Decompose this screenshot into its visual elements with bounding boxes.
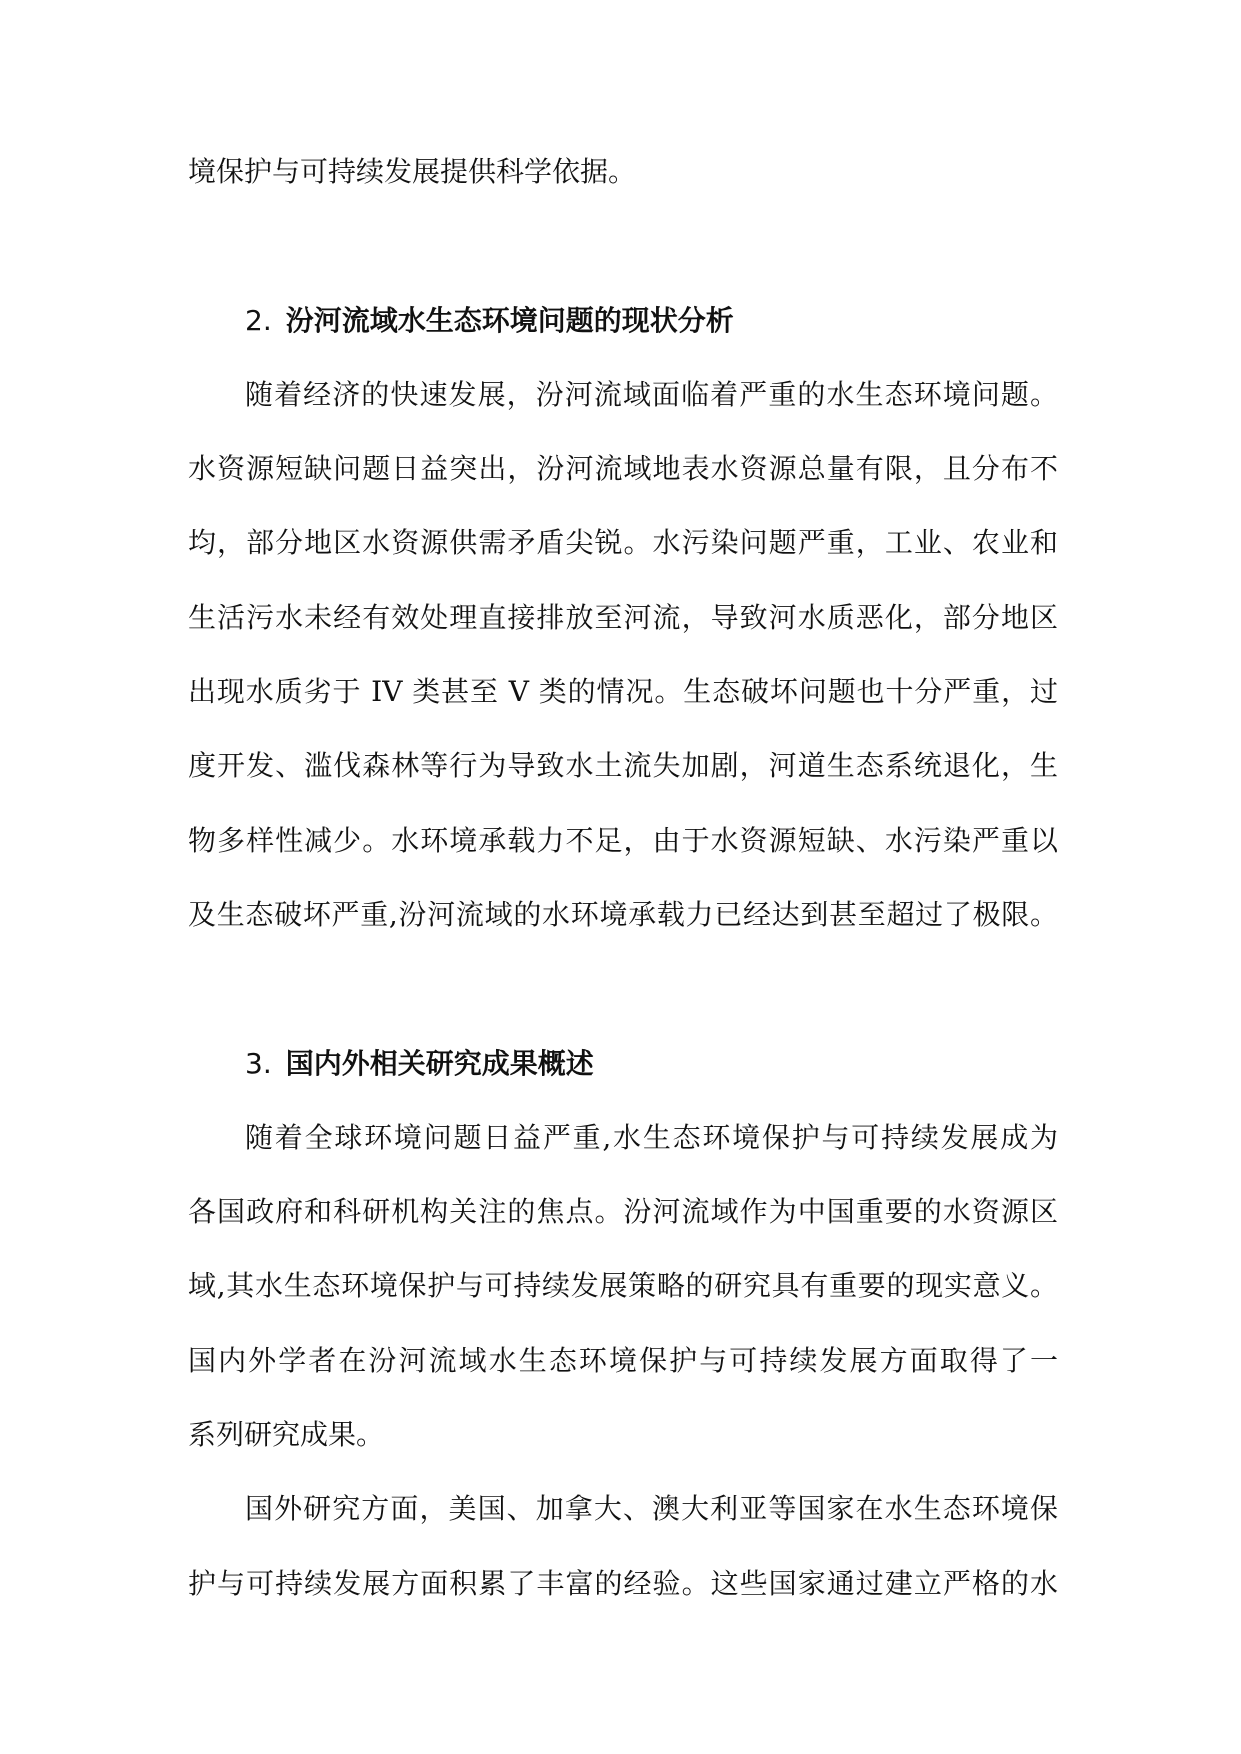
spacer [188, 209, 1058, 283]
paragraph-line: 系列研究成果。 [188, 1418, 385, 1452]
paragraph-line: 随着经济的快速发展，汾河流域面临着严重的水生态环境问题。 [245, 377, 1058, 411]
paragraph-line: 护与可持续发展方面积累了丰富的经验。这些国家通过建立严格的水 [188, 1566, 1058, 1600]
section-number: 2. [245, 303, 272, 337]
paragraph-line: 均，部分地区水资源供需矛盾尖锐。水污染问题严重，工业、农业和 [188, 526, 1058, 560]
section-number: 3. [245, 1046, 272, 1080]
paragraph-line: 国外研究方面，美国、加拿大、澳大利亚等国家在水生态环境保 [245, 1492, 1058, 1526]
paragraph-line: 度开发、滥伐森林等行为导致水土流失加剧，河道生态系统退化，生 [188, 749, 1058, 783]
paragraph-line: 国内外学者在汾河流域水生态环境保护与可持续发展方面取得了一 [188, 1343, 1058, 1377]
section-heading-2 [188, 284, 1058, 358]
paragraph-line: 域,其水生态环境保护与可持续发展策略的研究具有重要的现实意义。 [188, 1269, 1058, 1303]
paragraph-line: 各国政府和科研机构关注的焦点。汾河流域作为中国重要的水资源区 [188, 1195, 1058, 1229]
section-title: 国内外相关研究成果概述 [285, 1046, 594, 1080]
paragraph-line: 及生态破坏严重,汾河流域的水环境承载力已经达到甚至超过了极限。 [188, 897, 1058, 931]
paragraph-line: 生活污水未经有效处理直接排放至河流，导致河水质恶化，部分地区 [188, 600, 1058, 634]
paragraph-line: 出现水质劣于 IV 类甚至 V 类的情况。生态破坏问题也十分严重，过 [188, 675, 1058, 709]
section-title: 汾河流域水生态环境问题的现状分析 [285, 303, 734, 337]
paragraph-line: 水资源短缺问题日益突出，汾河流域地表水资源总量有限，且分布不 [188, 452, 1058, 486]
spacer [188, 952, 1058, 1026]
document-body [188, 135, 1058, 1621]
section-heading-3 [188, 1027, 1058, 1101]
paragraph-line: 境保护与可持续发展提供科学依据。 [188, 155, 637, 188]
paragraph-line: 物多样性减少。水环境承载力不足，由于水资源短缺、水污染严重以 [188, 823, 1058, 857]
paragraph-line: 随着全球环境问题日益严重,水生态环境保护与可持续发展成为 [245, 1120, 1058, 1154]
